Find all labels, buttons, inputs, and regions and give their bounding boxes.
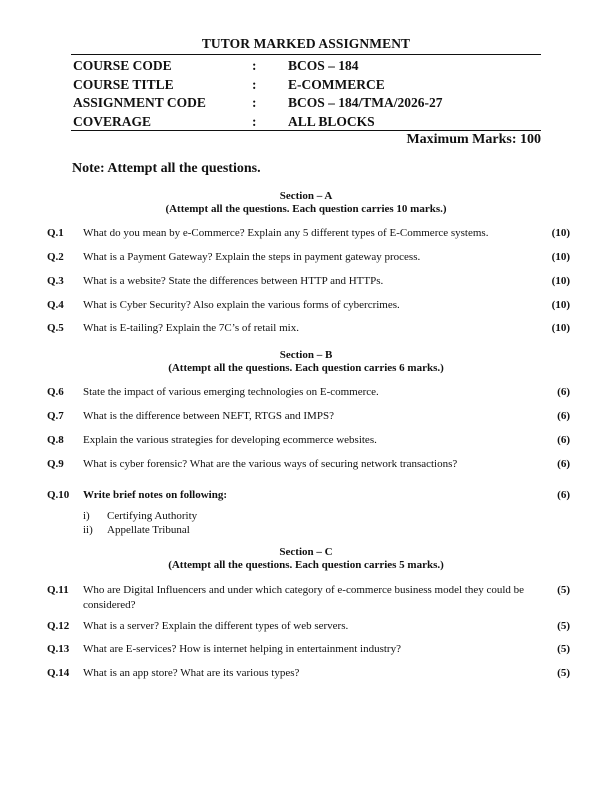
section-a-instruction: (Attempt all the questions. Each question carries 10 marks.) [165,203,447,215]
course-title-label: COURSE TITLE [73,77,174,92]
course-code-value: BCOS – 184 [288,58,359,73]
question-text: What is the difference between NEFT, RTGS and IMPS? [83,410,334,422]
question-marks: (5) [557,643,570,655]
question-text: What do you mean by e-Commerce? Explain any 5 different types of E-Commerce systems. [83,227,489,239]
coverage-colon: : [252,114,257,129]
question-marks: (10) [551,322,570,334]
question-number: Q.5 [47,322,64,334]
question-marks: (10) [551,227,570,239]
question-number: Q.12 [47,620,70,632]
question-marks: (6) [557,410,570,422]
question-number: Q.1 [47,227,64,239]
assignment-code-label: ASSIGNMENT CODE [73,95,206,110]
assignment-code-colon: : [252,95,257,110]
question-text: What is an app store? What are its various types? [83,667,300,679]
question-text: State the impact of various emerging technologies on E-commerce. [83,386,379,398]
question-marks: (10) [551,275,570,287]
question-text: What is Cyber Security? Also explain the various forms of cybercrimes. [83,299,400,311]
question-text: What is a Payment Gateway? Explain the steps in payment gateway process. [83,251,421,263]
question-marks: (10) [551,251,570,263]
course-title-value: E-COMMERCE [288,77,385,92]
question-number: Q.8 [47,434,64,446]
header-top-rule [71,54,541,55]
question-number: Q.11 [47,584,69,596]
question-number: Q.7 [47,410,64,422]
question-marks: (5) [557,584,570,596]
section-c-instruction: (Attempt all the questions. Each question carries 5 marks.) [168,559,444,571]
question-text: What are E-services? How is internet helping in entertainment industry? [83,643,401,655]
question-text: Explain the various strategies for developing ecommerce websites. [83,434,377,446]
coverage-label: COVERAGE [73,114,152,129]
question-marks: (6) [557,434,570,446]
question-number: Q.3 [47,275,64,287]
section-c-title: Section – C [279,546,333,558]
question-marks: (5) [557,620,570,632]
course-title-colon: : [252,77,257,92]
question-text: Write brief notes on following: [83,489,228,501]
question-marks: (6) [557,489,570,501]
question-text: What is a server? Explain the different types of web servers. [83,620,349,632]
subitem-number: i) [83,510,90,522]
question-number: Q.10 [47,489,70,501]
question-text: What is E-tailing? Explain the 7C’s of retail mix. [83,322,299,334]
question-number: Q.2 [47,251,64,263]
subitem-text: Certifying Authority [107,510,198,522]
question-text: Who are Digital Influencers and under which category of e-commerce business model they could be considered? [83,584,525,611]
document-title: TUTOR MARKED ASSIGNMENT [201,36,411,51]
coverage-value: ALL BLOCKS [288,114,375,129]
course-code-colon: : [252,58,257,73]
section-b-title: Section – B [279,349,333,361]
header-bottom-rule [71,130,541,131]
question-marks: (5) [557,667,570,679]
question-number: Q.4 [47,299,64,311]
question-text: What is a website? State the differences between HTTP and HTTPs. [83,275,384,287]
question-number: Q.13 [47,643,70,655]
section-b-instruction: (Attempt all the questions. Each question carries 6 marks.) [168,362,444,374]
question-number: Q.6 [47,386,64,398]
question-marks: (10) [551,299,570,311]
question-number: Q.9 [47,458,64,470]
section-a-title: Section – A [279,190,333,202]
question-text: What is cyber forensic? What are the various ways of securing network transactions? [83,458,458,470]
question-marks: (6) [557,386,570,398]
course-code-label: COURSE CODE [73,58,172,73]
question-marks: (6) [557,458,570,470]
subitem-text: Appellate Tribunal [107,524,190,536]
maximum-marks: Maximum Marks: 100 [406,132,541,147]
note-instruction: Note: Attempt all the questions. [72,161,261,176]
subitem-number: ii) [83,524,93,536]
question-number: Q.14 [47,667,70,679]
assignment-code-value: BCOS – 184/TMA/2026-27 [288,95,443,110]
